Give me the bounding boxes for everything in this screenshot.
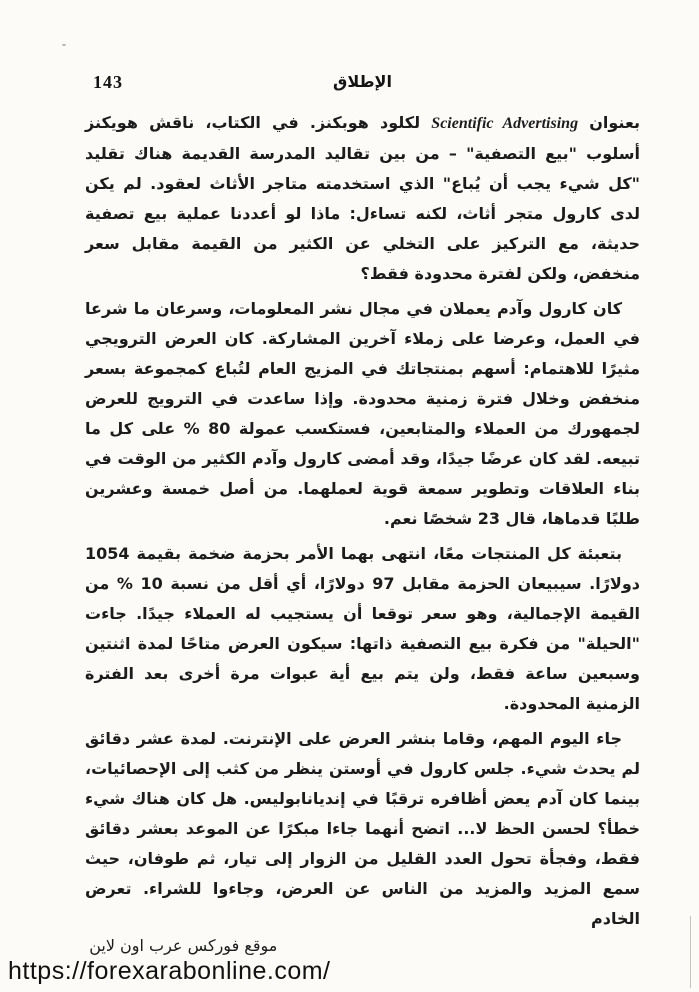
watermark-site-name: موقع فوركس عرب اون لاين	[89, 936, 278, 955]
paragraph-2: كان كارول وآدم يعملان في مجال نشر المعلومات، وسرعان ما شرعا في العمل، وعرضا على زملاء آخرين المشاركة. كان العرض الترويجي مثيرًا للاهتمام: أسهم بمنتجاتك في المزيج العام لتُباع كمجموعة بسعر منخفض وخلال فترة زمنية محدودة. وإذا ساعدت في الترويج للعرض لجمهورك من العملاء والمتابعين، فستكسب عمولة 80 % على كل ما تبيعه. لقد كان عرضًا جيدًا، وقد أمضى كارول وآدم الكثير من الوقت في بناء العلاقات وتطوير سمعة قوية لعملهما. من أصل خمسة وعشرين طلبًا قدماها، قال 23 شخصًا نعم.	[85, 299, 640, 528]
paragraph-4: جاء اليوم المهم، وقاما بنشر العرض على الإنترنت. لمدة عشر دقائق لم يحدث شيء. جلس كارول في أوستن ينظر من كثب إلى الإحصائيات، بينما كان آدم يعض أظافره ترقبًا في إنديانابوليس. هل كان هناك شيء خطأ؟ لحسن الحظ لا... اتضح أنهما جاءا مبكرًا عن الموعد بعشر دقائق فقط، وفجأة تحول العدد القليل من الزوار إلى تيار، ثم طوفان، حيث سمع المزيد والمزيد من الناس عن العرض، وجاءوا للشراء. تعرض الخادم	[85, 729, 640, 928]
body-text-block	[85, 108, 640, 934]
scan-speck-artifact	[62, 44, 66, 46]
scan-edge-line-artifact	[690, 916, 691, 988]
watermark-block	[8, 936, 331, 986]
paragraph-1	[85, 108, 640, 289]
latin-book-title: Scientific Advertising	[431, 115, 579, 132]
chapter-title: الإطلاق	[333, 72, 392, 91]
paragraph-1-rest: لكلود هوبكنز. في الكتاب، ناقش هويكنز أسلوب "بيع التصفية" – من بين تقاليد المدرسة القديمة هناك تقليد "كل شيء يجب أن يُباع" الذي استخدمته متاجر الأثاث لعقود. لم يكن لدى كارول متجر أثاث، لكنه تساءل: ماذا لو أعددنا عملية بيع تصفية حديثة، مع التركيز على التخلي عن الكثير من القيمة مقابل سعر منخفض، ولكن لفترة محدودة فقط؟	[85, 113, 640, 283]
page-number: 143	[93, 72, 123, 92]
watermark-url: https://forexarabonline.com/	[8, 957, 331, 985]
paragraph-1-prefix: بعنوان	[578, 113, 640, 132]
paragraph-3: بتعبئة كل المنتجات معًا، انتهى بهما الأمر بحزمة ضخمة بقيمة 1054 دولارًا. سيبيعان الحزمة مقابل 97 دولارًا، أي أقل من نسبة 10 % من القيمة الإجمالية، وهو سعر توقعا أن يستجيب له العملاء جيدًا. جاءت "الحيلة" من فكرة بيع التصفية ذاتها: سيكون العرض متاحًا لمدة اثنتين وسبعين ساعة فقط، ولن يتم بيع أية عبوات مرة أخرى بعد الفترة الزمنية المحدودة.	[85, 544, 640, 713]
